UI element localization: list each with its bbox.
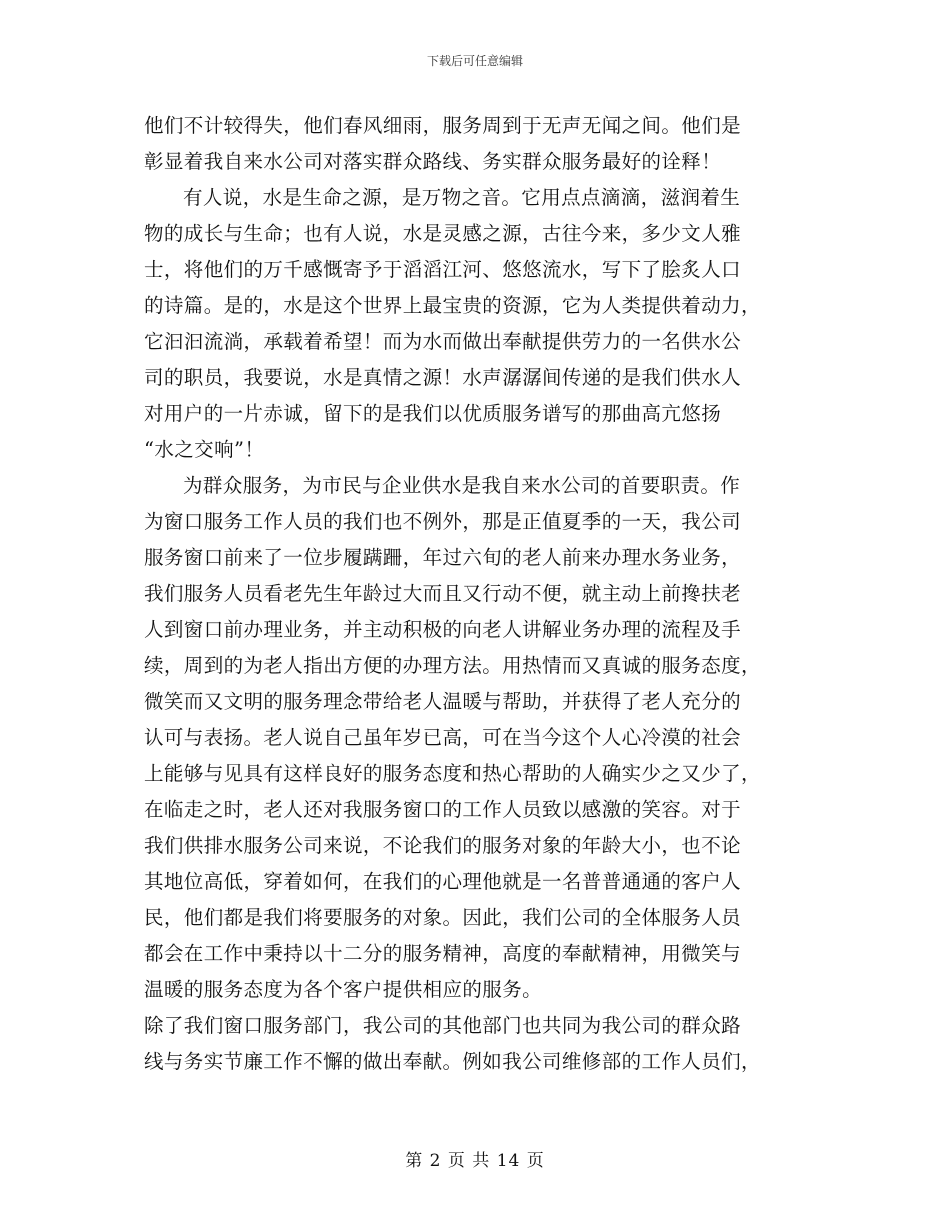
text-line: 彰显着我自来水公司对落实群众路线、务实群众服务最好的诠释！: [144, 150, 722, 173]
text-line: 都会在工作中秉持以十二分的服务精神，高度的奉献精神，用微笑与: [144, 942, 742, 965]
text-line: 为窗口服务工作人员的我们也不例外，那是正值夏季的一天，我公司: [144, 510, 742, 533]
document-body: [144, 108, 809, 1080]
text-line: 线与务实节廉工作不懈的做出奉献。例如我公司维修部的工作人员们，: [144, 1050, 761, 1073]
page-header-note: 下载后可任意编辑: [426, 54, 523, 68]
text-line: 人到窗口前办理业务，并主动积极的向老人讲解业务办理的流程及手: [144, 618, 742, 641]
text-line: 认可与表扬。老人说自己虽年岁已高，可在当今这个人心冷漠的社会: [144, 726, 742, 749]
page-number: 第 2 页 共 14 页: [405, 1151, 545, 1171]
text-line: “水之交响”！: [144, 438, 265, 461]
text-line: 微笑而又文明的服务理念带给老人温暖与帮助，并获得了老人充分的: [144, 690, 742, 713]
text-line: 为群众服务，为市民与企业供水是我自来水公司的首要职责。作: [183, 474, 741, 497]
text-line: 的诗篇。是的，水是这个世界上最宝贵的资源，它为人类提供着动力，: [144, 294, 761, 317]
text-line: 其地位高低，穿着如何，在我们的心理他就是一名普普通通的客户人: [144, 870, 742, 893]
text-line: 对用户的一片赤诚，留下的是我们以优质服务谱写的那曲高亢悠扬: [144, 402, 722, 425]
text-line: 民，他们都是我们将要服务的对象。因此，我们公司的全体服务人员: [144, 906, 742, 929]
text-line: 续，周到的为老人指出方便的办理方法。用热情而又真诚的服务态度，: [144, 654, 761, 677]
text-line: 除了我们窗口服务部门，我公司的其他部门也共同为我公司的群众路: [144, 1014, 742, 1037]
text-line: 有人说，水是生命之源，是万物之音。它用点点滴滴，滋润着生: [183, 186, 741, 209]
text-line: 在临走之时，老人还对我服务窗口的工作人员致以感激的笑容。对于: [144, 798, 742, 821]
text-line: 我们供排水服务公司来说，不论我们的服务对象的年龄大小，也不论: [144, 834, 742, 857]
text-line: 温暖的服务态度为各个客户提供相应的服务。: [144, 978, 543, 1001]
text-line: 服务窗口前来了一位步履蹒跚，年过六旬的老人前来办理水务业务，: [144, 546, 742, 569]
text-line: 物的成长与生命；也有人说，水是灵感之源，古往今来，多少文人雅: [144, 222, 742, 245]
text-line: 我们服务人员看老先生年龄过大而且又行动不便，就主动上前搀扶老: [144, 582, 742, 605]
text-line: 司的职员，我要说，水是真情之源！水声潺潺间传递的是我们供水人: [144, 366, 742, 389]
text-line: 士，将他们的万千感慨寄予于滔滔江河、悠悠流水，写下了脍炙人口: [144, 258, 742, 281]
text-line: 它汩汩流淌，承载着希望！而为水而做出奉献提供劳力的一名供水公: [144, 330, 742, 353]
text-line: 他们不计较得失，他们春风细雨，服务周到于无声无闻之间。他们是: [144, 114, 742, 137]
text-line: 上能够与见具有这样良好的服务态度和热心帮助的人确实少之又少了，: [144, 762, 761, 785]
